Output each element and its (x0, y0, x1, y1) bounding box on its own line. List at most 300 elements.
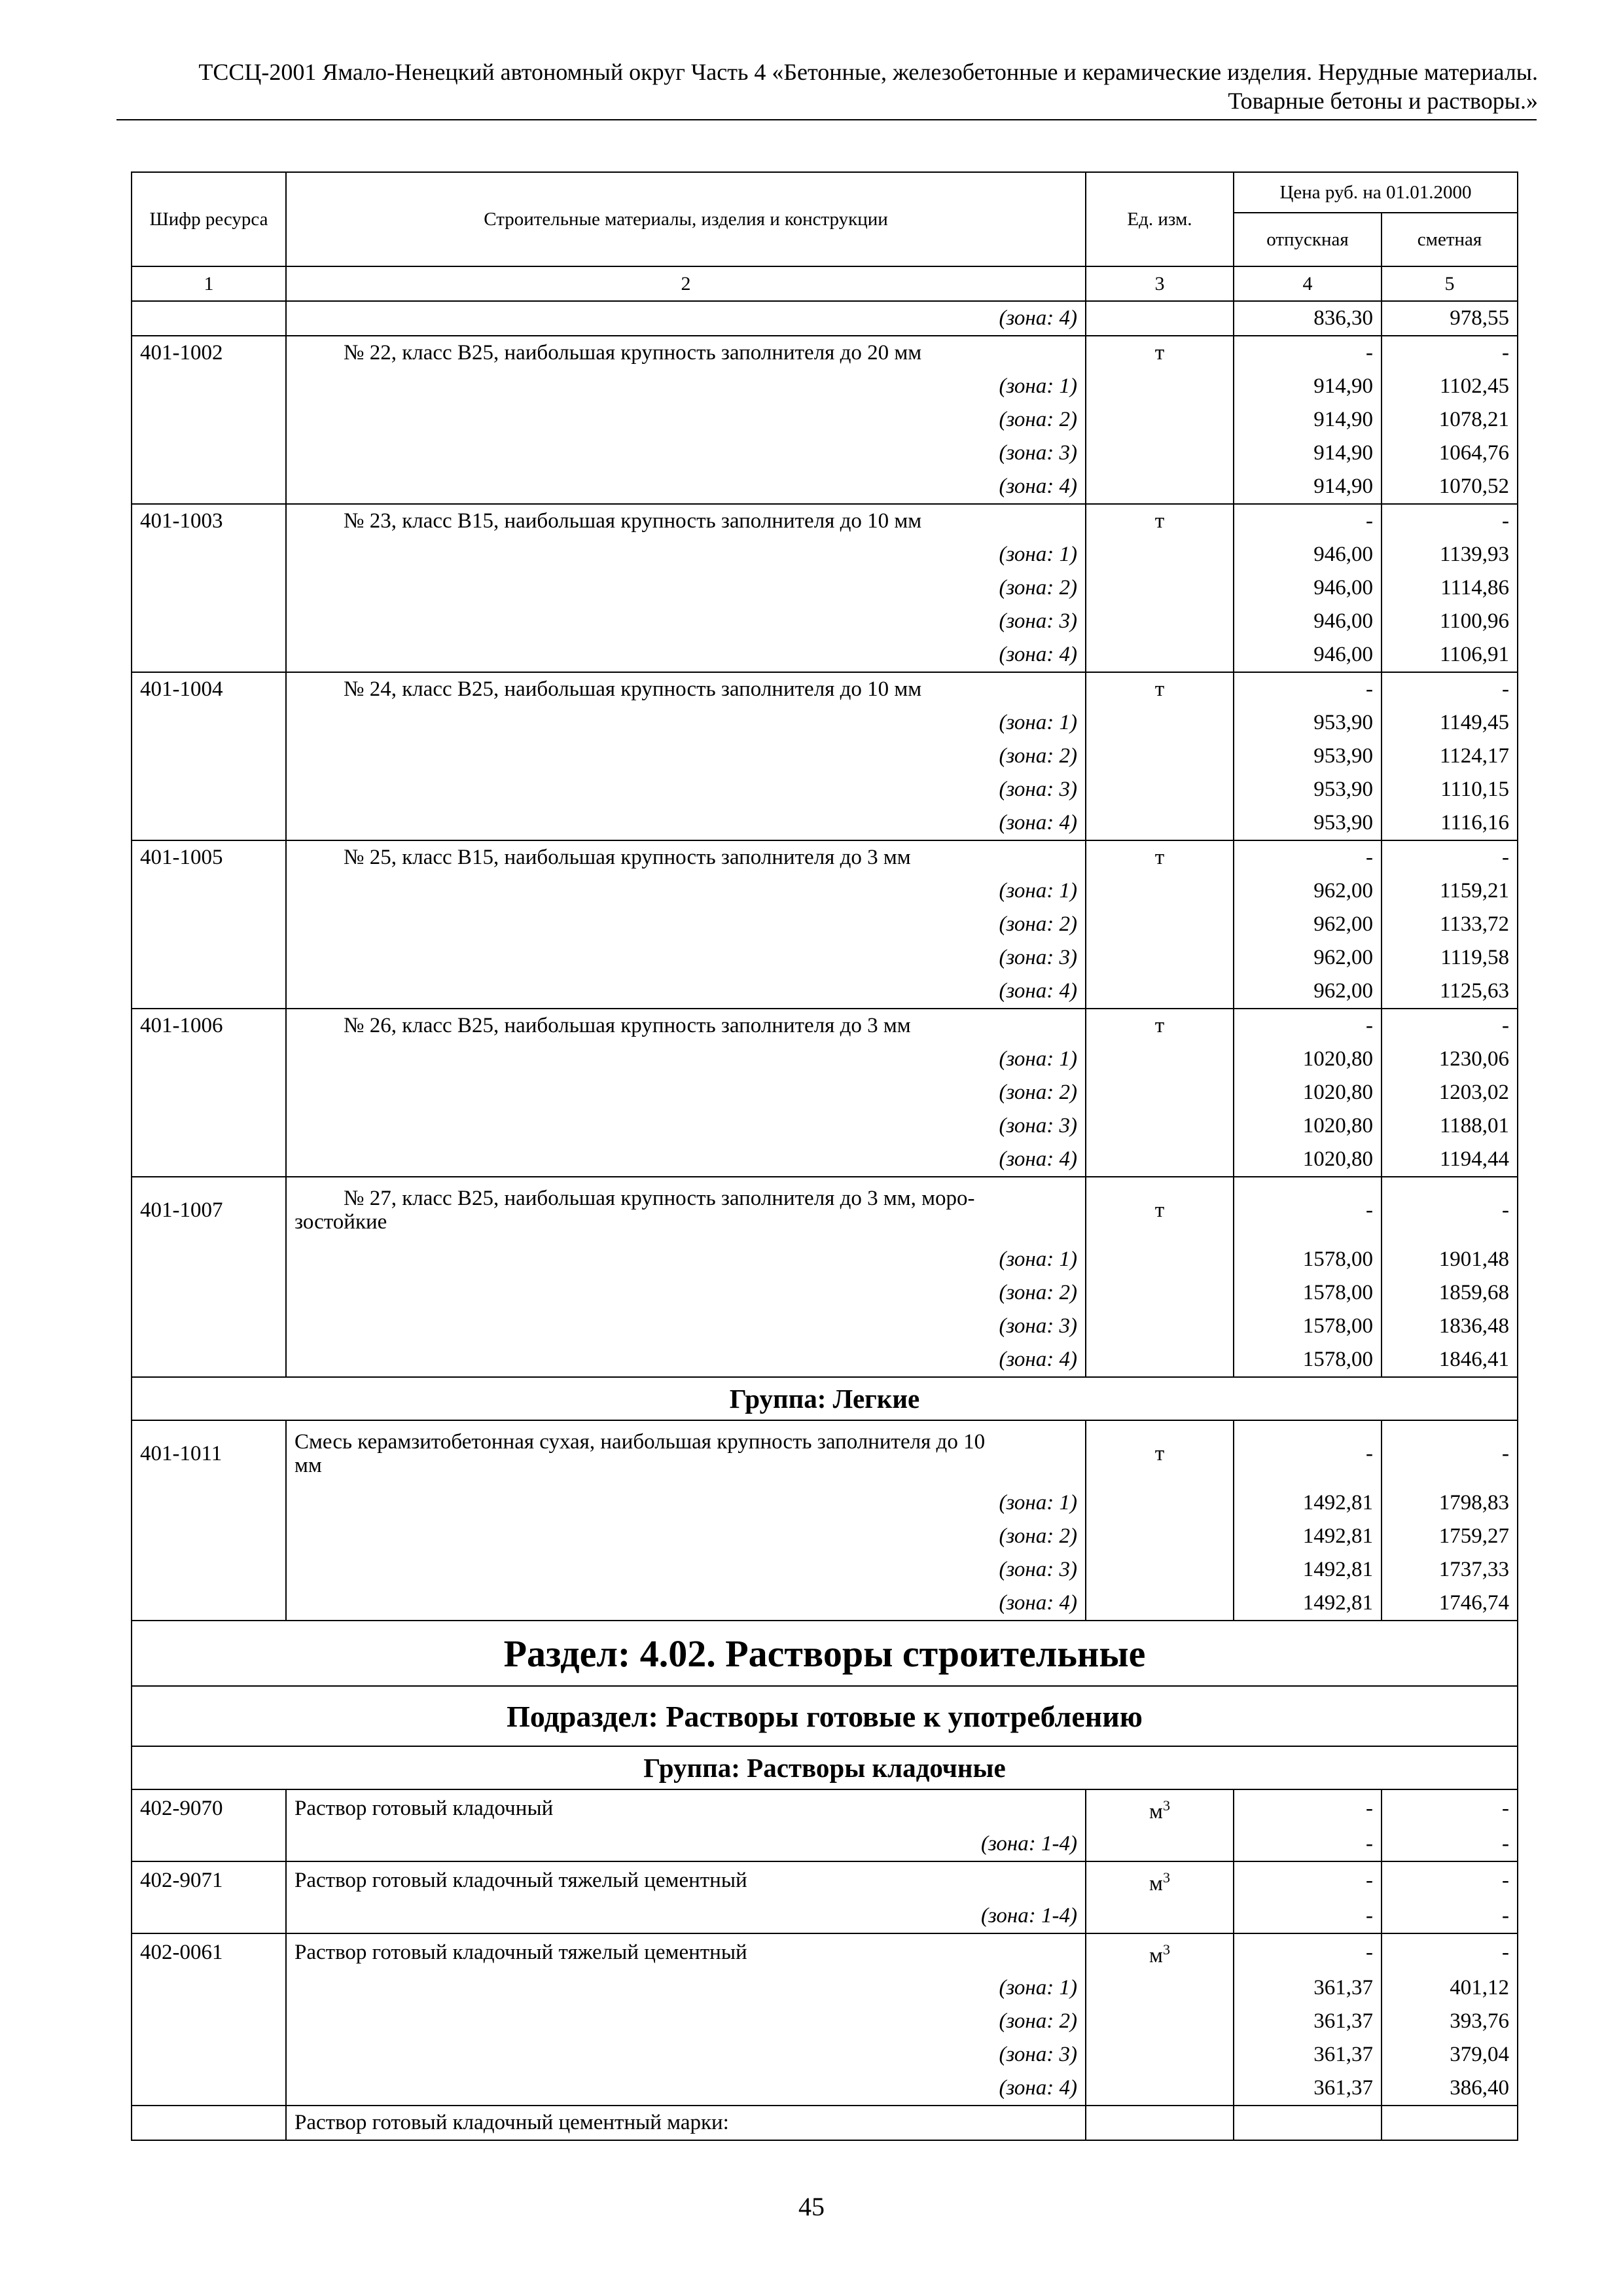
estimate-price: 1846,41 (1382, 1343, 1518, 1377)
estimate-price: 1230,06 (1382, 1043, 1518, 1076)
code-cell-empty (132, 975, 286, 1009)
estimate-price: 1116,16 (1382, 806, 1518, 840)
zone-label: (зона: 2) (286, 1076, 1086, 1109)
unit-superscript: 3 (1162, 1941, 1170, 1958)
column-number: 2 (286, 266, 1086, 301)
release-price: 1578,00 (1234, 1343, 1382, 1377)
zone-label: (зона: 1) (286, 538, 1086, 571)
code-cell-empty (132, 403, 286, 437)
estimate-price: 1139,93 (1382, 538, 1518, 571)
unit-cell-empty (1086, 975, 1234, 1009)
estimate-price: - (1382, 1899, 1518, 1933)
unit-cell-empty (1086, 538, 1234, 571)
estimate-price: - (1382, 504, 1518, 538)
unit-text: т (1154, 1442, 1165, 1465)
header-code: Шифр ресурса (132, 172, 286, 266)
unit-of-measure (1086, 1177, 1234, 1243)
code-cell-empty (132, 1276, 286, 1310)
unit-cell-empty (1086, 1553, 1234, 1587)
code-cell-empty (132, 1486, 286, 1520)
estimate-price: 1859,68 (1382, 1276, 1518, 1310)
zone-label: (зона: 4) (286, 301, 1086, 336)
zone-label: (зона: 2) (286, 908, 1086, 941)
code-cell-empty (132, 538, 286, 571)
header-rule (116, 119, 1537, 120)
unit-of-measure (1086, 504, 1234, 538)
zone-label: (зона: 1) (286, 1243, 1086, 1276)
resource-name (286, 1933, 1086, 1971)
resource-name-line: Смесь керамзитобетонная сухая, наибольшая крупность заполнителя до 10 (294, 1430, 986, 1454)
estimate-price: 1159,21 (1382, 874, 1518, 908)
zone-label: (зона: 4) (286, 1587, 1086, 1621)
section-heading: Раздел: 4.02. Растворы строительные (132, 1621, 1518, 1686)
unit-cell-empty (1086, 1343, 1234, 1377)
zone-label: (зона: 1) (286, 1971, 1086, 2005)
resource-name (286, 840, 1086, 874)
zone-row (132, 638, 1518, 672)
code-cell-empty (132, 1343, 286, 1377)
zone-label: (зона: 3) (286, 2038, 1086, 2072)
column-number: 4 (1234, 266, 1382, 301)
code-cell-empty (132, 1310, 286, 1343)
code-cell-empty (132, 1043, 286, 1076)
unit-cell-empty (1086, 806, 1234, 840)
release-price: 361,37 (1234, 2038, 1382, 2072)
resource-row (132, 1177, 1518, 1243)
unit-cell-empty (1086, 1899, 1234, 1933)
unit-cell-empty (1086, 470, 1234, 504)
unit-cell-empty (1086, 908, 1234, 941)
zone-label: (зона: 3) (286, 941, 1086, 975)
header-name: Строительные материалы, изделия и конструкции (286, 172, 1086, 266)
release-price: 953,90 (1234, 706, 1382, 740)
release-price: 946,00 (1234, 538, 1382, 571)
zone-label: (зона: 2) (286, 571, 1086, 605)
unit-of-measure (1086, 1933, 1234, 1971)
zone-row (132, 1143, 1518, 1177)
unit-superscript: 3 (1162, 1869, 1170, 1886)
resource-name (286, 1789, 1086, 1827)
resource-name (286, 1009, 1086, 1043)
resource-name-line: № 26, класс В25, наибольшая крупность заполнителя до 3 мм (344, 1014, 911, 1037)
zone-row (132, 571, 1518, 605)
code-cell-empty (132, 1899, 286, 1933)
zone-row (132, 908, 1518, 941)
estimate-price: 379,04 (1382, 2038, 1518, 2072)
resource-name-line: Раствор готовый кладочный (294, 1797, 554, 1820)
unit-text: м (1149, 1944, 1163, 1967)
zone-row (132, 470, 1518, 504)
unit-cell-empty (1086, 706, 1234, 740)
unit-cell-empty (1086, 1076, 1234, 1109)
zone-label: (зона: 3) (286, 1553, 1086, 1587)
estimate-price: 1078,21 (1382, 403, 1518, 437)
zone-row (132, 1076, 1518, 1109)
release-price: 1492,81 (1234, 1553, 1382, 1587)
code-cell-empty (132, 638, 286, 672)
release-price: - (1234, 504, 1382, 538)
zone-row (132, 874, 1518, 908)
resource-name (286, 1861, 1086, 1899)
release-price: 914,90 (1234, 437, 1382, 470)
zone-label: (зона: 1) (286, 1486, 1086, 1520)
estimate-price: 1194,44 (1382, 1143, 1518, 1177)
release-price: 962,00 (1234, 941, 1382, 975)
unit-of-measure (1086, 840, 1234, 874)
zone-row (132, 1971, 1518, 2005)
zone-row (132, 773, 1518, 806)
unit-cell-empty (1086, 2072, 1234, 2106)
unit-cell-empty (1086, 1520, 1234, 1553)
code-cell-empty (132, 1243, 286, 1276)
zone-label: (зона: 4) (286, 638, 1086, 672)
estimate-price: 386,40 (1382, 2072, 1518, 2106)
unit-of-measure (1086, 1789, 1234, 1827)
resource-name-line: зостойкие (294, 1210, 387, 1234)
estimate-price: 1203,02 (1382, 1076, 1518, 1109)
unit-cell-empty (1086, 2106, 1234, 2140)
release-price: 946,00 (1234, 605, 1382, 638)
estimate-price: - (1382, 1177, 1518, 1243)
zone-label: (зона: 4) (286, 1343, 1086, 1377)
running-header-line-1: ТССЦ-2001 Ямало-Ненецкий автономный округ Часть 4 «Бетонные, железобетонные и керамические изделия. Нерудные материалы. (198, 59, 1538, 85)
zone-label: (зона: 4) (286, 806, 1086, 840)
resource-code: 401-1007 (132, 1177, 286, 1243)
subsection-heading-row (132, 1686, 1518, 1746)
code-cell-empty (132, 470, 286, 504)
zone-label: (зона: 1) (286, 370, 1086, 403)
release-price: 914,90 (1234, 403, 1382, 437)
estimate-price: 1133,72 (1382, 908, 1518, 941)
estimate-price: 1188,01 (1382, 1109, 1518, 1143)
zone-row (132, 1520, 1518, 1553)
code-cell-empty (132, 1109, 286, 1143)
unit-text: т (1154, 1014, 1165, 1037)
estimate-price: - (1382, 1009, 1518, 1043)
unit-cell-empty (1086, 638, 1234, 672)
release-price: 1492,81 (1234, 1520, 1382, 1553)
zone-label: (зона: 2) (286, 2005, 1086, 2038)
zone-label: (зона: 4) (286, 1143, 1086, 1177)
unit-cell-empty (1086, 1310, 1234, 1343)
zone-row (132, 403, 1518, 437)
estimate-price: 1798,83 (1382, 1486, 1518, 1520)
estimate-price: 1119,58 (1382, 941, 1518, 975)
resource-name: Раствор готовый кладочный цементный марки: (286, 2106, 1086, 2140)
resource-code: 401-1003 (132, 504, 286, 538)
code-cell-empty (132, 571, 286, 605)
resource-row (132, 1009, 1518, 1043)
zone-label: (зона: 4) (286, 2072, 1086, 2106)
zone-label: (зона: 1) (286, 874, 1086, 908)
release-price: 946,00 (1234, 638, 1382, 672)
estimate-price: 393,76 (1382, 2005, 1518, 2038)
unit-text: м (1149, 1800, 1163, 1823)
zone-row (132, 1243, 1518, 1276)
release-price: - (1234, 1789, 1382, 1827)
code-cell-empty (132, 2106, 286, 2140)
resource-row (132, 504, 1518, 538)
release-price: 953,90 (1234, 740, 1382, 773)
zone-row (132, 1827, 1518, 1861)
unit-superscript: 3 (1162, 1797, 1170, 1814)
unit-cell-empty (1086, 773, 1234, 806)
release-price: 1020,80 (1234, 1076, 1382, 1109)
zone-row (132, 1343, 1518, 1377)
release-price: 914,90 (1234, 370, 1382, 403)
resource-name-line: № 27, класс В25, наибольшая крупность заполнителя до 3 мм, моро- (344, 1187, 975, 1210)
unit-text: т (1154, 341, 1165, 365)
resource-name-line: № 25, класс В15, наибольшая крупность заполнителя до 3 мм (344, 846, 911, 869)
zone-row (132, 975, 1518, 1009)
unit-cell-empty (1086, 874, 1234, 908)
release-price: - (1234, 1933, 1382, 1971)
zone-label: (зона: 4) (286, 470, 1086, 504)
release-price: 1578,00 (1234, 1310, 1382, 1343)
release-price: 1020,80 (1234, 1109, 1382, 1143)
zone-label: (зона: 1) (286, 706, 1086, 740)
release-price: 836,30 (1234, 301, 1382, 336)
unit-cell-empty (1086, 2038, 1234, 2072)
zone-row (132, 1310, 1518, 1343)
unit-cell-empty (1086, 1276, 1234, 1310)
zone-label: (зона: 2) (286, 1276, 1086, 1310)
estimate-price: - (1382, 1827, 1518, 1861)
resource-name (286, 672, 1086, 706)
code-cell-empty (132, 706, 286, 740)
release-price: - (1234, 1420, 1382, 1486)
zone-label: (зона: 2) (286, 403, 1086, 437)
resource-row (132, 1933, 1518, 1971)
zone-label: (зона: 3) (286, 605, 1086, 638)
zone-label: (зона: 4) (286, 975, 1086, 1009)
header-unit: Ед. изм. (1086, 172, 1234, 266)
code-cell-empty (132, 1587, 286, 1621)
resource-name (286, 1420, 1086, 1486)
resource-code: 401-1011 (132, 1420, 286, 1486)
code-cell-empty (132, 1520, 286, 1553)
resource-row (132, 1789, 1518, 1827)
zone-row (132, 740, 1518, 773)
resource-name (286, 336, 1086, 370)
code-cell-empty (132, 1971, 286, 2005)
code-cell-empty (132, 773, 286, 806)
resource-name (286, 1177, 1086, 1243)
release-price: - (1234, 672, 1382, 706)
unit-cell-empty (1086, 1827, 1234, 1861)
release-price: 1020,80 (1234, 1143, 1382, 1177)
release-price: - (1234, 1009, 1382, 1043)
estimate-price: 1110,15 (1382, 773, 1518, 806)
release-price: 361,37 (1234, 2005, 1382, 2038)
zone-label: (зона: 3) (286, 1109, 1086, 1143)
zone-row (132, 605, 1518, 638)
unit-text: м (1149, 1872, 1163, 1895)
resource-code: 401-1004 (132, 672, 286, 706)
estimate-price: 1759,27 (1382, 1520, 1518, 1553)
resource-row (132, 672, 1518, 706)
code-cell-empty (132, 2072, 286, 2106)
zone-row (132, 1899, 1518, 1933)
release-price: - (1234, 1899, 1382, 1933)
release-price: 1020,80 (1234, 1043, 1382, 1076)
code-cell-empty (132, 370, 286, 403)
unit-cell-empty (1086, 941, 1234, 975)
release-price: 1492,81 (1234, 1486, 1382, 1520)
resource-code: 402-9070 (132, 1789, 286, 1827)
release-price: 953,90 (1234, 773, 1382, 806)
zone-row (132, 1043, 1518, 1076)
estimate-price: 1149,45 (1382, 706, 1518, 740)
column-number: 3 (1086, 266, 1234, 301)
zone-label: (зона: 1) (286, 1043, 1086, 1076)
unit-cell-empty (1086, 605, 1234, 638)
subsection-heading: Подраздел: Растворы готовые к употреблению (132, 1686, 1518, 1746)
estimate-price-empty (1382, 2106, 1518, 2140)
unit-text: т (1154, 1198, 1165, 1222)
code-cell-empty (132, 2038, 286, 2072)
unit-cell-empty (1086, 2005, 1234, 2038)
zone-label: (зона: 3) (286, 773, 1086, 806)
release-price: 962,00 (1234, 908, 1382, 941)
code-cell-empty (132, 1143, 286, 1177)
zone-row (132, 437, 1518, 470)
zone-label: (зона: 1-4) (286, 1827, 1086, 1861)
unit-cell-empty (1086, 1043, 1234, 1076)
running-header-line-2: Товарные бетоны и растворы.» (1228, 88, 1538, 114)
unit-of-measure (1086, 336, 1234, 370)
group-heading: Группа: Растворы кладочные (132, 1746, 1518, 1789)
estimate-price: - (1382, 840, 1518, 874)
zone-row (132, 2038, 1518, 2072)
column-number: 5 (1382, 266, 1518, 301)
zone-row (132, 370, 1518, 403)
unit-cell-empty (1086, 437, 1234, 470)
estimate-price: 1114,86 (1382, 571, 1518, 605)
zone-label: (зона: 1-4) (286, 1899, 1086, 1933)
code-cell-empty (132, 437, 286, 470)
resource-name-line: Раствор готовый кладочный тяжелый цементный (294, 1941, 747, 1964)
estimate-price: - (1382, 1861, 1518, 1899)
code-cell-empty (132, 605, 286, 638)
zone-label: (зона: 3) (286, 437, 1086, 470)
zone-row (132, 538, 1518, 571)
code-cell-empty (132, 1553, 286, 1587)
release-price-empty (1234, 2106, 1382, 2140)
zone-label: (зона: 3) (286, 1310, 1086, 1343)
release-price: - (1234, 1177, 1382, 1243)
code-cell-empty (132, 806, 286, 840)
estimate-price: 1064,76 (1382, 437, 1518, 470)
code-cell-empty (132, 941, 286, 975)
release-price: - (1234, 336, 1382, 370)
price-table (131, 171, 1518, 2141)
header-release-price: отпускная (1234, 213, 1382, 266)
estimate-price: 1746,74 (1382, 1587, 1518, 1621)
estimate-price: - (1382, 1933, 1518, 1971)
estimate-price: 1070,52 (1382, 470, 1518, 504)
unit-cell-empty (1086, 1486, 1234, 1520)
group-heading: Группа: Легкие (132, 1377, 1518, 1420)
zone-label: (зона: 2) (286, 740, 1086, 773)
release-price: 1578,00 (1234, 1276, 1382, 1310)
unit-cell-empty (1086, 1587, 1234, 1621)
resource-row (132, 1861, 1518, 1899)
resource-name-line: № 23, класс В15, наибольшая крупность заполнителя до 10 мм (344, 509, 922, 533)
code-cell-empty (132, 1076, 286, 1109)
release-price: - (1234, 1861, 1382, 1899)
group-heading-row (132, 1377, 1518, 1420)
code-cell-empty (132, 740, 286, 773)
section-heading-row (132, 1621, 1518, 1686)
estimate-price: - (1382, 672, 1518, 706)
estimate-price: 1100,96 (1382, 605, 1518, 638)
unit-cell-empty (1086, 740, 1234, 773)
unit-text: т (1154, 509, 1165, 533)
estimate-price: 401,12 (1382, 1971, 1518, 2005)
resource-code: 402-0061 (132, 1933, 286, 1971)
release-price: 1578,00 (1234, 1243, 1382, 1276)
unit-cell-empty (1086, 1109, 1234, 1143)
zone-row (132, 806, 1518, 840)
release-price: 1492,81 (1234, 1587, 1382, 1621)
zone-row (132, 301, 1518, 336)
resource-row (132, 840, 1518, 874)
zone-label: (зона: 2) (286, 1520, 1086, 1553)
release-price: - (1234, 1827, 1382, 1861)
resource-name-line: № 22, класс В25, наибольшая крупность заполнителя до 20 мм (344, 341, 922, 365)
zone-row (132, 1587, 1518, 1621)
code-cell-empty (132, 301, 286, 336)
release-price: - (1234, 840, 1382, 874)
column-number: 1 (132, 266, 286, 301)
code-cell-empty (132, 2005, 286, 2038)
resource-code: 402-9071 (132, 1861, 286, 1899)
unit-cell-empty (1086, 1971, 1234, 2005)
resource-row (132, 1420, 1518, 1486)
resource-name-line: Раствор готовый кладочный тяжелый цементный (294, 1869, 747, 1892)
release-price: 361,37 (1234, 2072, 1382, 2106)
estimate-price: - (1382, 1789, 1518, 1827)
estimate-price: 978,55 (1382, 301, 1518, 336)
unit-cell-empty (1086, 1143, 1234, 1177)
release-price: 946,00 (1234, 571, 1382, 605)
estimate-price: - (1382, 1420, 1518, 1486)
unit-cell-empty (1086, 403, 1234, 437)
estimate-price: 1125,63 (1382, 975, 1518, 1009)
header-price: Цена руб. на 01.01.2000 (1234, 172, 1518, 213)
group-heading-row (132, 1746, 1518, 1789)
unit-cell-empty (1086, 301, 1234, 336)
release-price: 914,90 (1234, 470, 1382, 504)
zone-row (132, 941, 1518, 975)
resource-name-line: мм (294, 1454, 322, 1477)
zone-row (132, 1276, 1518, 1310)
resource-code: 401-1005 (132, 840, 286, 874)
unit-cell-empty (1086, 571, 1234, 605)
zone-row (132, 2072, 1518, 2106)
table-body (132, 301, 1518, 2140)
release-price: 953,90 (1234, 806, 1382, 840)
unit-of-measure (1086, 1861, 1234, 1899)
unit-text: т (1154, 677, 1165, 701)
unit-cell-empty (1086, 1243, 1234, 1276)
estimate-price: 1124,17 (1382, 740, 1518, 773)
estimate-price: 1901,48 (1382, 1243, 1518, 1276)
zone-row (132, 1109, 1518, 1143)
estimate-price: 1102,45 (1382, 370, 1518, 403)
release-price: 962,00 (1234, 874, 1382, 908)
